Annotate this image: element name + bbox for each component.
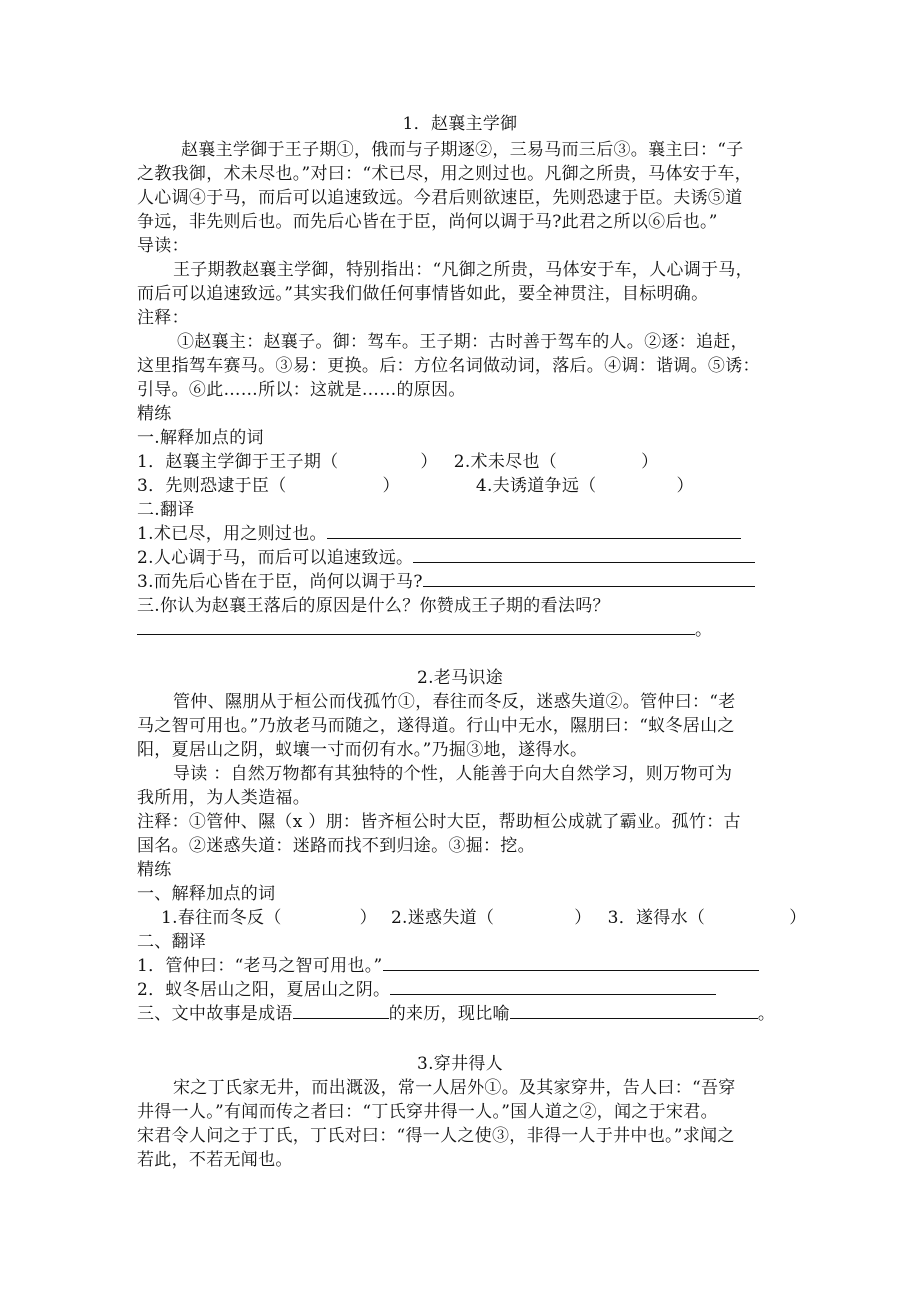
question-text: 3．遂得水（ xyxy=(607,908,706,928)
section-1-q2-item xyxy=(137,546,797,570)
section-1-q1-row xyxy=(137,474,797,498)
section-2-notes-line: 国名。②迷惑失道：迷路而找不到归途。③掘：挖。 xyxy=(137,836,535,856)
section-2-guide-line: 导读 ：自然万物都有其独特的个性，人能善于向大自然学习，则万物可为 xyxy=(173,764,733,784)
answer-line[interactable] xyxy=(137,634,695,635)
section-2-paragraph-line: 阳，夏居山之阴，蚁壤一寸而仞有水。”乃掘③地，遂得水。 xyxy=(137,740,588,760)
question-text: 三、文中故事是成语 xyxy=(137,1004,293,1024)
section-3-paragraph-line: 宋君令人问之于丁氏，丁氏对曰：“得一人之使③，非得一人于井中也。”求闻之 xyxy=(137,1126,735,1146)
section-2-q1-row xyxy=(161,906,821,930)
bracket-close: ） xyxy=(789,908,807,928)
answer-line[interactable] xyxy=(390,994,716,995)
question-text: 2.迷惑失道（ xyxy=(390,908,495,928)
section-2-title: 2.老马识途 xyxy=(416,668,504,688)
answer-line[interactable] xyxy=(383,970,759,971)
section-1-paragraph-line: 赵襄主学御于王子期①，俄而与子期逐②，三易马而三后③。襄主曰：“子 xyxy=(181,140,744,160)
section-1-paragraph-line: 争远，非先则后也。而先后心皆在于臣，尚何以调于马?此君之所以⑥后也。” xyxy=(137,212,718,232)
bracket-close: ） xyxy=(420,452,438,472)
section-2-guide-line: 我所用，为人类造福。 xyxy=(137,788,310,808)
section-3-title: 3.穿井得人 xyxy=(416,1054,504,1074)
section-2-q2-heading: 二、翻译 xyxy=(137,932,207,952)
section-2-notes-line: 注释：①管仲、隰（x ）朋：皆齐桓公时大臣，帮助桓公成就了霸业。孤竹：古 xyxy=(137,812,741,832)
section-1-notes-line: 这里指驾车赛马。③易：更换。后：方位名词做动词，落后。④调：谐调。⑤诱： xyxy=(137,356,760,376)
section-1-notes-line: 引导。⑥此……所以：这就是……的原因。 xyxy=(137,380,466,400)
question-text: 2．蚁冬居山之阳，夏居山之阴。 xyxy=(137,980,391,1000)
section-1-paragraph-line: 人心调④于马，而后可以追速致远。今君后则欲速臣，先则恐逮于臣。夫诱⑤道 xyxy=(137,188,743,208)
section-2-practice-label: 精练 xyxy=(137,860,172,880)
section-1-notes-label: 注释： xyxy=(137,308,189,328)
answer-line[interactable] xyxy=(510,1018,758,1019)
period: 。 xyxy=(695,620,713,640)
bracket-close: ） xyxy=(574,908,592,928)
section-1-guide-line: 王子期教赵襄主学御，特别指出：“凡御之所贵，马体安于车，人心调于马， xyxy=(173,260,753,280)
section-2-q2-item xyxy=(137,978,797,1002)
answer-line[interactable] xyxy=(413,562,755,563)
question-text: 1.春往而冬反（ xyxy=(161,908,282,928)
answer-line[interactable] xyxy=(423,586,755,587)
question-text: 3．先则恐逮于臣（ xyxy=(137,476,287,496)
section-1-notes-line: ①赵襄主：赵襄子。御：驾车。王子期：古时善于驾车的人。②逐：追赶， xyxy=(177,332,748,352)
bracket-close: ） xyxy=(359,908,377,928)
section-1-q1-heading: 一.解释加点的词 xyxy=(137,428,264,448)
section-1-q2-item xyxy=(137,522,797,546)
answer-line[interactable] xyxy=(293,1018,389,1019)
section-1-q3-answer xyxy=(137,618,797,642)
section-3-paragraph-line: 若此，不若无闻也。 xyxy=(137,1150,293,1170)
section-2-paragraph-line: 马之智可用也。”乃放老马而随之，遂得道。行山中无水，隰朋曰：“蚁冬居山之 xyxy=(137,716,735,736)
question-text: 3.而先后心皆在于臣，尚何以调于马? xyxy=(137,572,423,592)
section-2-q2-item xyxy=(137,954,797,978)
section-1-q2-item xyxy=(137,570,797,594)
section-1-guide-line: 而后可以追速致远。”其实我们做任何事情皆如此，要全神贯注，目标明确。 xyxy=(137,284,709,304)
question-text: 1.术已尽，用之则过也。 xyxy=(137,524,327,544)
period: 。 xyxy=(757,1004,776,1024)
section-1-paragraph-line: 之教我御，术未尽也。”对曰：“术已尽，用之则过也。凡御之所贵，马体安于车， xyxy=(137,164,752,184)
section-1-guide-label: 导读： xyxy=(137,236,189,256)
question-text: 1．赵襄主学御于王子期（ xyxy=(137,452,339,472)
section-1-q3-heading: 三.你认为赵襄王落后的原因是什么？你赞成王子期的看法吗？ xyxy=(137,596,610,616)
section-2-q1-heading: 一、解释加点的词 xyxy=(137,884,276,904)
bracket-close: ） xyxy=(676,476,694,496)
section-1-q1-row xyxy=(137,450,797,474)
question-text: 2.人心调于马，而后可以追速致远。 xyxy=(137,548,414,568)
bracket-close: ） xyxy=(641,452,659,472)
answer-line[interactable] xyxy=(327,538,741,539)
question-text: 1．管仲曰：“老马之智可用也。” xyxy=(137,956,383,976)
section-3-paragraph-line: 宋之丁氏家无井，而出溉汲，常一人居外①。及其家穿井，告人曰：“吾穿 xyxy=(173,1078,736,1098)
section-1-practice-label: 精练 xyxy=(137,404,172,424)
section-2-q3 xyxy=(137,1002,797,1026)
question-text: 4.夫诱道争远（ xyxy=(475,476,597,496)
section-1-q2-heading: 二.翻译 xyxy=(137,500,195,520)
bracket-close: ） xyxy=(382,476,400,496)
section-3-paragraph-line: 井得一人。”有闻而传之者曰：“丁氏穿井得一人。”国人道之②，闻之于宋君。 xyxy=(137,1102,718,1122)
section-1-title: 1．赵襄主学御 xyxy=(402,114,518,134)
question-text: 的来历，现比喻 xyxy=(388,1004,510,1024)
question-text: 2.术未尽也（ xyxy=(453,452,558,472)
section-2-paragraph-line: 管仲、隰朋从于桓公而伐孤竹①，春往而冬反，迷惑失道②。管仲曰：“老 xyxy=(173,692,736,712)
